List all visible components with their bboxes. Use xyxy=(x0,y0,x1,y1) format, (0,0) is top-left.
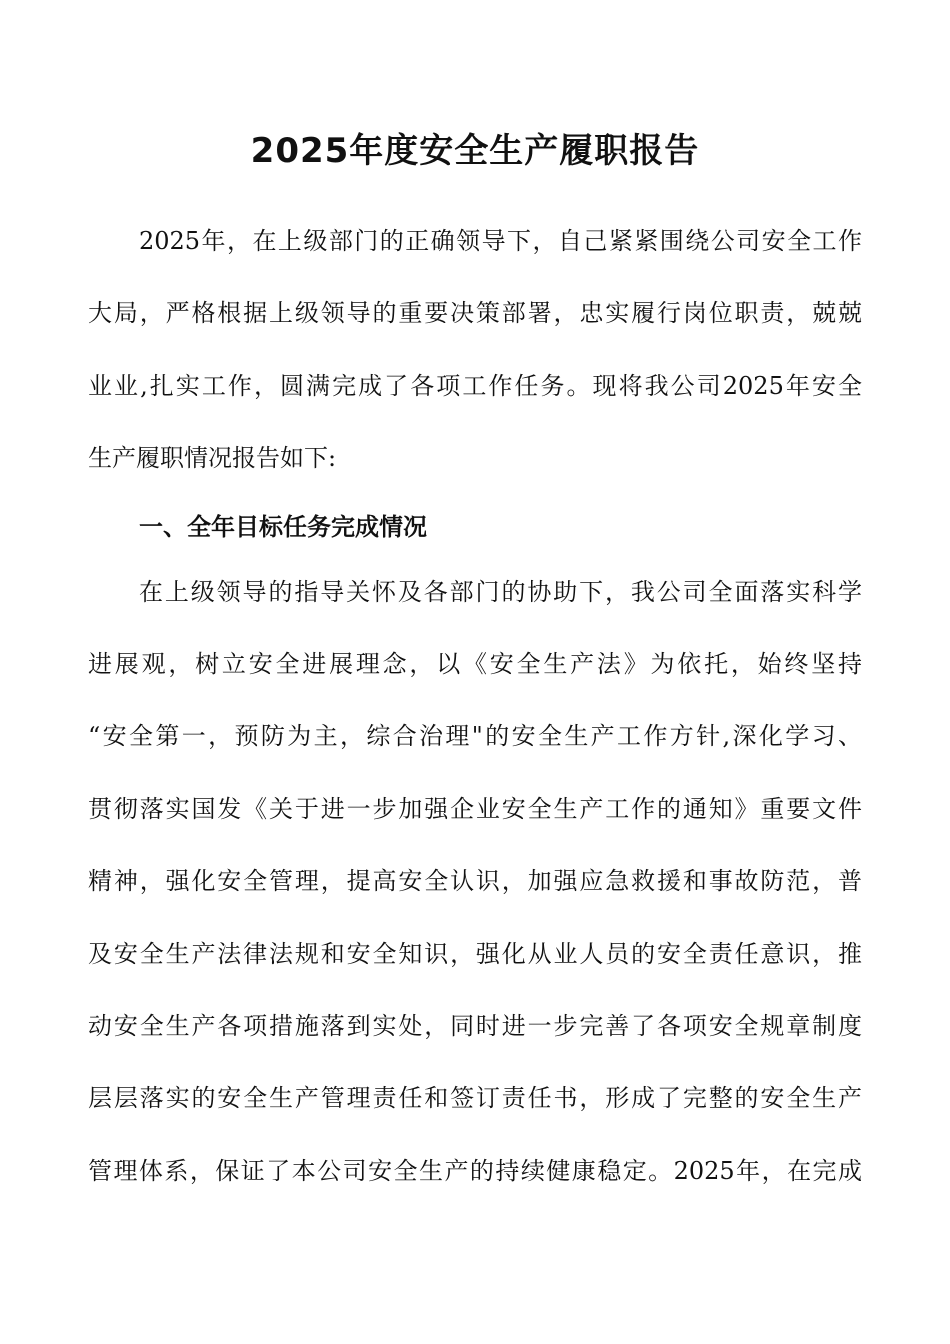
section-heading: 一、全年目标任务完成情况 xyxy=(139,513,427,541)
paragraph-line: 生产履职情况报告如下: xyxy=(88,444,337,472)
paragraph-line: 在上级领导的指导关怀及各部门的协助下，我公司全面落实科学 xyxy=(139,578,862,606)
paragraph-line: 2025年，在上级部门的正确领导下，自己紧紧围绕公司安全工作 xyxy=(139,227,862,255)
paragraph-line: 精神，强化安全管理，提高安全认识，加强应急救援和事故防范，普 xyxy=(88,867,862,895)
paragraph-line: 管理体系，保证了本公司安全生产的持续健康稳定。2025年，在完成 xyxy=(88,1157,862,1185)
paragraph-line: 层层落实的安全生产管理责任和签订责任书，形成了完整的安全生产 xyxy=(88,1084,862,1112)
paragraph-line: 动安全生产各项措施落到实处，同时进一步完善了各项安全规章制度 xyxy=(88,1012,862,1040)
document-title: 2025年度安全生产履职报告 xyxy=(250,131,700,171)
paragraph-line: 进展观，树立安全进展理念，以《安全生产法》为依托，始终坚持 xyxy=(88,650,862,678)
paragraph-line: 大局，严格根据上级领导的重要决策部署，忠实履行岗位职责，兢兢 xyxy=(88,299,862,327)
paragraph-line: “安全第一，预防为主，综合治理"的安全生产工作方针,深化学习、 xyxy=(88,722,862,750)
paragraph-line: 业业,扎实工作，圆满完成了各项工作任务。现将我公司2025年安全 xyxy=(88,372,862,400)
paragraph-line: 贯彻落实国发《关于进一步加强企业安全生产工作的通知》重要文件 xyxy=(88,795,862,823)
paragraph-line: 及安全生产法律法规和安全知识，强化从业人员的安全责任意识，推 xyxy=(88,940,862,968)
